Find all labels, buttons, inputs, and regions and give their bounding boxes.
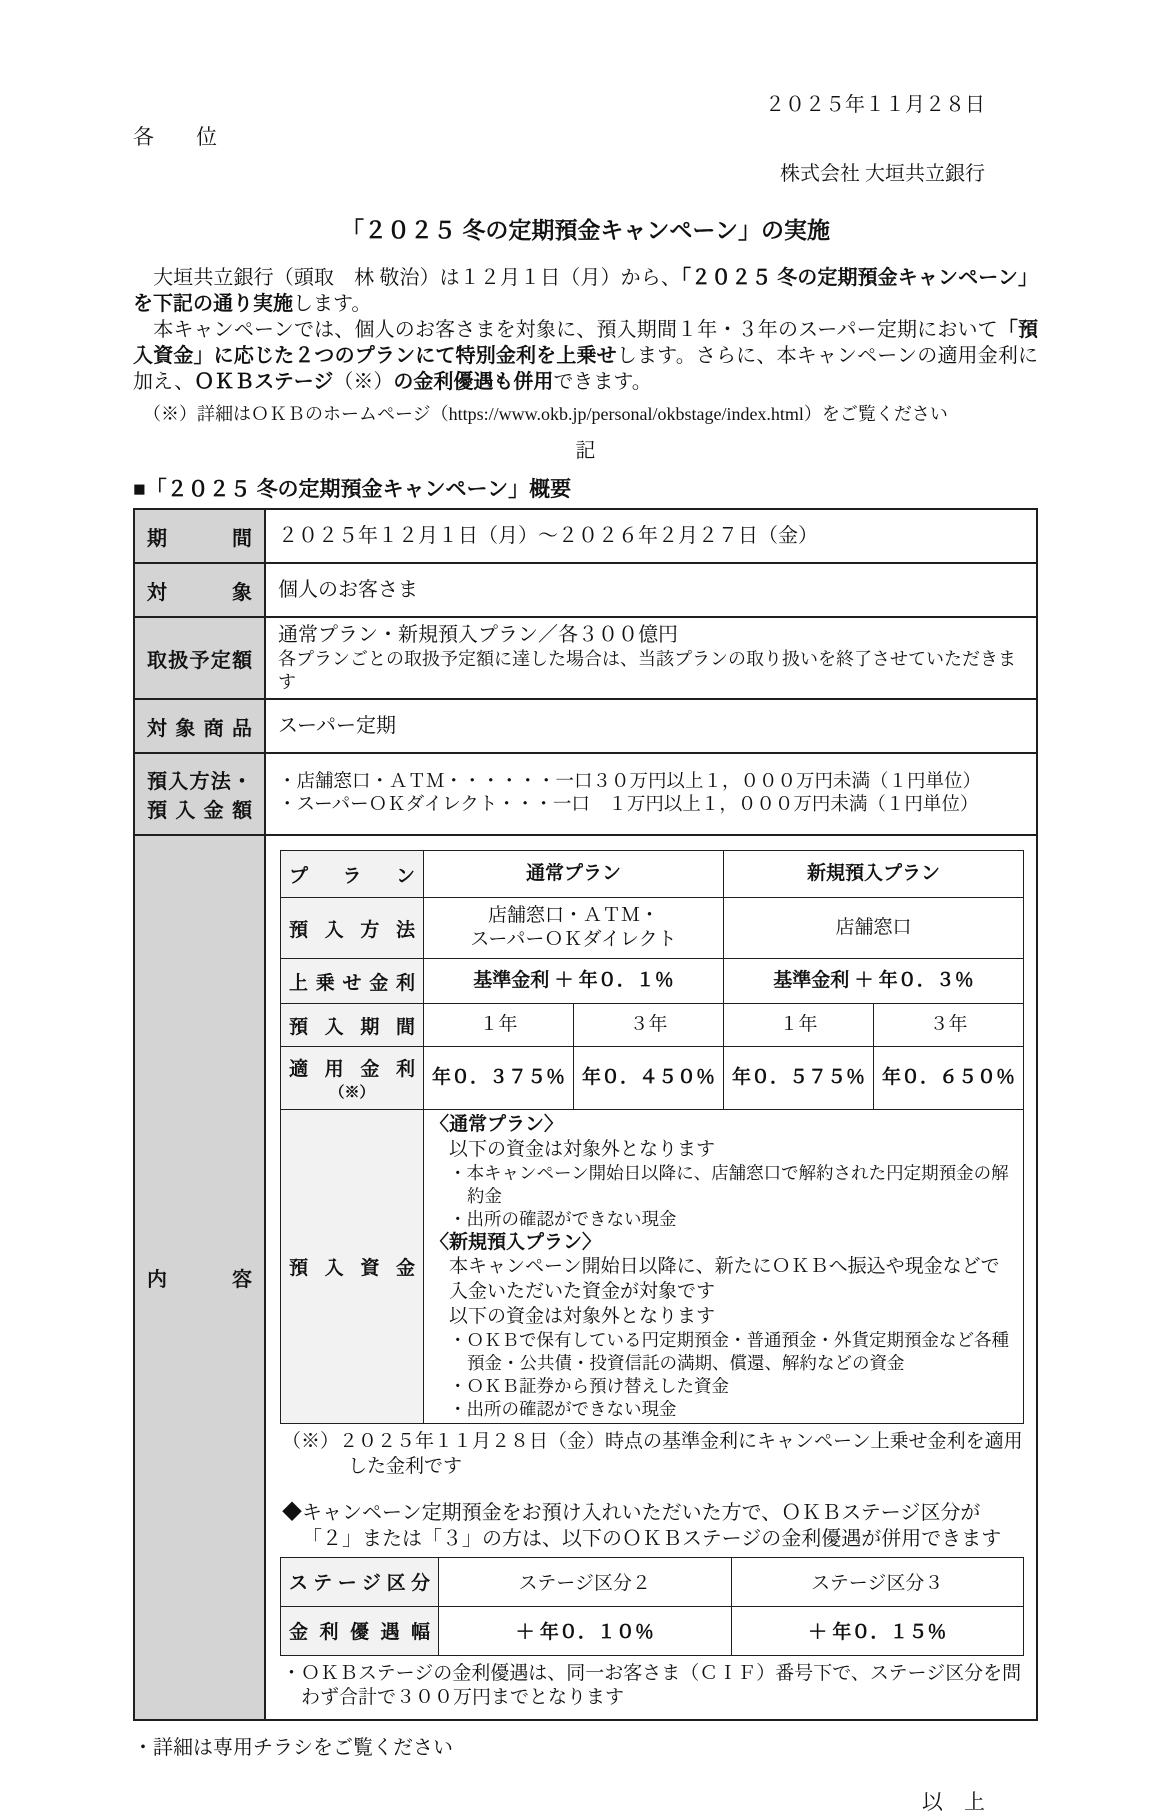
plan-method-new: 店舗窓口	[724, 898, 1024, 959]
plan-funds-content	[424, 1110, 1024, 1424]
intro-p2-run-e: （※）	[333, 371, 394, 393]
row-planned-amount-label: 取扱予定額	[134, 617, 265, 699]
stage-division-3: ステージ区分３	[731, 1557, 1024, 1606]
intro-p2-run-c: します。さらに、本キャンペーンの適用金利に加え、	[133, 345, 1039, 393]
plan-label: プラン	[281, 851, 424, 898]
plan-header-row	[281, 851, 1024, 898]
plan-method-normal-line1: 店舗窓口・ＡＴＭ・	[487, 905, 659, 927]
company-name: 株式会社 大垣共立銀行	[780, 163, 985, 185]
plan-term-3: １年	[724, 1004, 874, 1047]
plan-term-1: １年	[424, 1004, 574, 1047]
plan-term-row	[281, 1004, 1024, 1047]
plan-rate-3: 年０．５７５％	[724, 1047, 874, 1110]
plan-method-row	[281, 898, 1024, 959]
funds-normal-item: ・本キャンペーン開始日以降に、店舗窓口で解約された円定期預金の解約金	[449, 1163, 1009, 1207]
funds-new-heading: 〈新規預入プラン〉	[430, 1231, 602, 1253]
plan-rate-label-note: （※）	[329, 1084, 375, 1101]
stage-division-row	[281, 1557, 1024, 1606]
row-product	[134, 699, 1037, 753]
method-label-line2: 預入金額	[147, 800, 252, 822]
plan-bonus-row	[281, 959, 1024, 1004]
stage-rate-row	[281, 1606, 1024, 1655]
plan-bonus-new: 基準金利 ＋ 年０．３％	[724, 959, 1024, 1004]
row-content-label: 内容	[134, 835, 265, 1720]
intro-paragraph-1	[133, 265, 1038, 317]
row-product-label: 対象商品	[134, 699, 265, 753]
plan-bonus-label: 上乗せ金利	[281, 959, 424, 1004]
row-content	[134, 835, 1037, 1720]
record-marker: 記	[575, 440, 596, 462]
stage-division-label: ステージ区分	[281, 1557, 439, 1606]
intro-p1-run-d: します。	[293, 293, 372, 315]
plan-method-label: 預入方法	[281, 898, 424, 959]
stage-note: ・ＯＫＢステージの金利優遇は、同一お客さま（ＣＩＦ）番号下で、ステージ区分を問わず合計で３００万円までとなります	[282, 1662, 1022, 1709]
funds-normal-item: ・出所の確認ができない現金	[449, 1208, 677, 1229]
row-planned-amount-value	[265, 617, 1037, 699]
funds-normal-heading: 〈通常プラン〉	[430, 1114, 564, 1135]
plan-term-2: ３年	[574, 1004, 724, 1047]
plan-method-normal-line2: スーパーＯＫダイレクト	[470, 929, 677, 950]
row-target	[134, 563, 1037, 617]
intro-p1-run-a: 大垣共立銀行（頭取 林 敬治）は１２月１日（月）から、	[133, 267, 681, 289]
doc-title: 「２０２５ 冬の定期預金キャンペーン」の実施	[341, 217, 830, 243]
stage-table	[280, 1557, 1024, 1656]
plan-term-4: ３年	[874, 1004, 1024, 1047]
planned-amount-line1: 通常プラン・新規預入プラン／各３００億円	[278, 624, 678, 646]
plan-rate-row	[281, 1047, 1024, 1110]
plan-rate-label	[281, 1047, 424, 1110]
stage-rate-3: ＋ 年０．１５％	[731, 1606, 1024, 1655]
row-period-value: ２０２５年１２月１日（月）～２０２６年２月２７日（金）	[265, 509, 1037, 563]
stage-rate-label: 金利優遇幅	[281, 1606, 439, 1655]
plan-funds-row	[281, 1110, 1024, 1424]
funds-new-item: ・ＯＫＢで保有している円定期預金・普通預金・外貨定期預金など各種預金・公共債・投資信託の満期、償還、解約などの資金	[449, 1330, 1009, 1374]
funds-normal-intro: 以下の資金は対象外となります	[449, 1138, 716, 1160]
intro-p2-run-d: ＯＫＢステージ	[194, 371, 334, 393]
flyer-note: ・詳細は専用チラシをご覧ください	[133, 1737, 453, 1760]
funds-new-intro1: 本キャンペーン開始日以降に、新たにＯＫＢへ振込や現金などで入金いただいた資金が対象です	[449, 1256, 1000, 1302]
plan-funds-label: 預入資金	[281, 1110, 424, 1424]
doc-date: ２０２５年１１月２８日	[765, 94, 985, 116]
method-line2: ・スーパーＯＫダイレクト・・・一口 １万円以上１，０００万円未満（１円単位）	[278, 795, 979, 815]
plan-rate-1: 年０．３７５％	[424, 1047, 574, 1110]
plan-rate-label-text: 適用金利	[289, 1059, 415, 1080]
intro-p1-run-c: を下記の通り実施	[133, 293, 293, 315]
row-method	[134, 753, 1037, 835]
intro-section	[133, 265, 1038, 463]
stage-intro: ◆キャンペーン定期預金をお預け入れいただいた方で、ＯＫＢステージ区分が「２」または「３」の方は、以下のＯＫＢステージの金利優遇が併用できます	[282, 1501, 1002, 1550]
row-period-label: 期間	[134, 509, 265, 563]
overview-table	[133, 508, 1038, 1721]
overview-heading: ■「２０２５ 冬の定期預金キャンペーン」概要	[133, 478, 572, 501]
addressee: 各 位	[133, 125, 217, 149]
stage-rate-2: ＋ 年０．１０％	[439, 1606, 732, 1655]
row-planned-amount	[134, 617, 1037, 699]
intro-p2-run-a: 本キャンペーンでは、個人のお客さまを対象に、預入期間１年・３年のスーパー定期において	[133, 319, 998, 341]
intro-p1-run-b: 「２０２５ 冬の定期預金キャンペーン」	[680, 267, 1038, 289]
intro-p2-run-b: 「預入資金」に応じた２つのプランにて特別金利を上乗せ	[133, 319, 1038, 367]
intro-p2-run-f: の金利優遇も併用	[393, 371, 554, 393]
plan-term-label: 預入期間	[281, 1004, 424, 1047]
closing-mark: 以 上	[922, 1790, 985, 1815]
row-period	[134, 509, 1037, 563]
funds-new-item: ・出所の確認ができない現金	[449, 1398, 677, 1419]
stage-division-2: ステージ区分２	[439, 1557, 732, 1606]
plan-normal-header: 通常プラン	[424, 851, 724, 898]
plan-new-header: 新規預入プラン	[724, 851, 1024, 898]
plan-rate-4: 年０．６５０％	[874, 1047, 1024, 1110]
method-line1: ・店舗窓口・ＡＴＭ・・・・・・一口３０万円以上１，０００万円未満（１円単位）	[278, 771, 982, 792]
method-label-line1: 預入方法・	[147, 771, 252, 793]
row-target-value: 個人のお客さま	[265, 563, 1037, 617]
intro-p2-run-g: できます。	[553, 371, 652, 393]
row-target-label: 対象	[134, 563, 265, 617]
stage-url-note: （※）詳細はＯＫＢのホームページ（https://www.okb.jp/personal/okbstage/index.html）をご覧ください	[143, 404, 948, 424]
intro-paragraph-2	[133, 317, 1038, 395]
funds-new-intro2: 以下の資金は対象外となります	[449, 1305, 716, 1327]
row-content-value	[265, 835, 1037, 1720]
doc-header	[133, 88, 1038, 186]
row-method-value	[265, 753, 1037, 835]
plan-bonus-normal: 基準金利 ＋ 年０．１％	[424, 959, 724, 1004]
plan-table	[280, 850, 1024, 1424]
plan-method-normal	[424, 898, 724, 959]
planned-amount-line2: 各プランごとの取扱予定額に達した場合は、当該プランの取り扱いを終了させていただきます	[278, 649, 1016, 692]
row-product-value: スーパー定期	[265, 699, 1037, 753]
applied-rate-note: （※）２０２５年１１月２８日（金）時点の基準金利にキャンペーン上乗せ金利を適用した金利です	[282, 1431, 1023, 1478]
plan-rate-2: 年０．４５０％	[574, 1047, 724, 1110]
row-method-label	[134, 753, 265, 835]
funds-new-item: ・ＯＫＢ証券から預け替えした資金	[449, 1375, 729, 1396]
